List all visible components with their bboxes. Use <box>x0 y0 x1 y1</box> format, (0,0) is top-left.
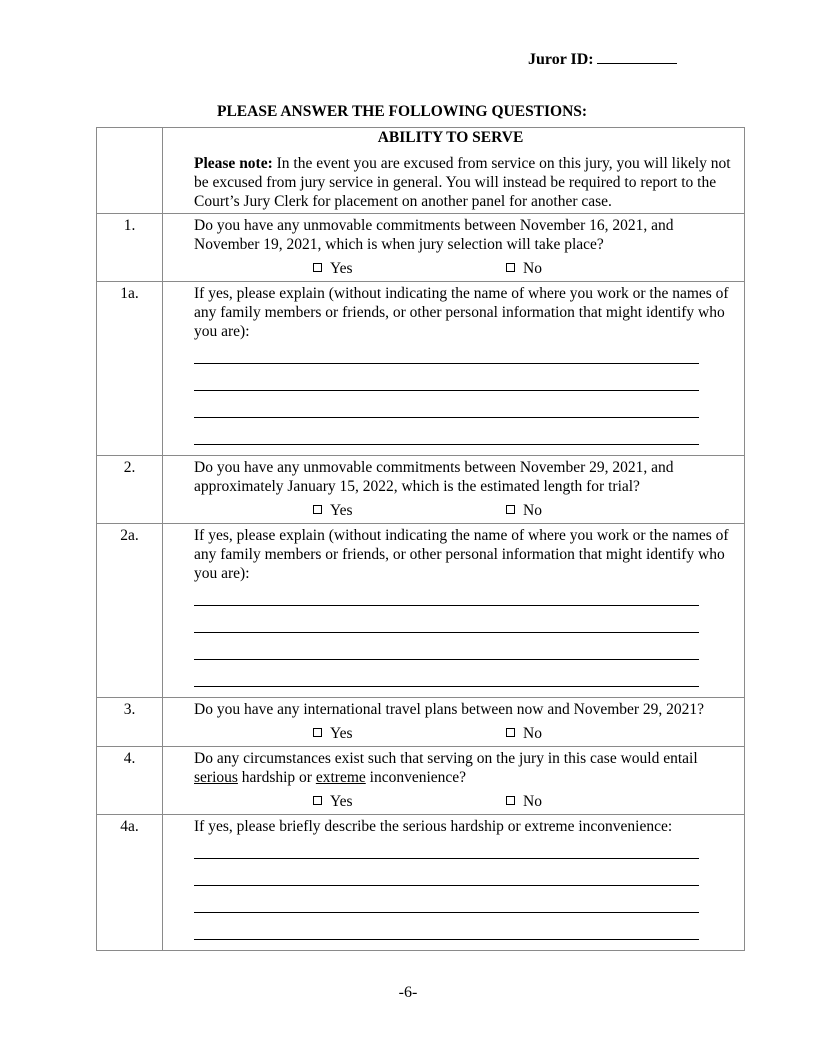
question-number: 4. <box>123 750 136 767</box>
yes-option[interactable]: Yes <box>313 725 353 743</box>
emphasis-extreme: extreme <box>315 769 366 786</box>
page-number: -6- <box>398 984 418 1001</box>
checkbox-icon[interactable] <box>506 505 515 514</box>
question-row-2a <box>97 524 745 698</box>
question-row-4 <box>97 747 745 815</box>
answer-line[interactable] <box>194 632 699 633</box>
question-number: 2a. <box>120 527 139 544</box>
no-option[interactable]: No <box>506 260 542 278</box>
no-option[interactable]: No <box>506 725 542 743</box>
question-row-3 <box>97 698 745 747</box>
question-row-1 <box>97 214 745 282</box>
checkbox-icon[interactable] <box>506 796 515 805</box>
checkbox-icon[interactable] <box>506 728 515 737</box>
question-number: 1a. <box>120 285 139 302</box>
answer-line[interactable] <box>194 417 699 418</box>
answer-line[interactable] <box>194 659 699 660</box>
question-text: If yes, please briefly describe the serious hardship or extreme inconvenience: <box>194 818 673 835</box>
juror-id-field[interactable] <box>597 49 677 64</box>
checkbox-icon[interactable] <box>313 263 322 272</box>
answer-line[interactable] <box>194 390 699 391</box>
question-text: If yes, please explain (without indicating the name of where you work or the names of any family members or friends, or other personal information that might identify who you are): <box>194 527 729 582</box>
question-text: Do you have any unmovable commitments between November 16, 2021, and November 19, 2021, which is when jury selection will take place? <box>194 217 674 253</box>
answer-options <box>194 254 738 281</box>
juror-id <box>528 49 677 69</box>
answer-options <box>194 496 738 523</box>
emphasis-serious: serious <box>194 769 238 786</box>
answer-line[interactable] <box>194 605 699 606</box>
question-text: If yes, please explain (without indicating the name of where you work or the names of any family members or friends, or other personal information that might identify who you are): <box>194 285 729 340</box>
yes-option[interactable]: Yes <box>313 260 353 278</box>
question-text: Do you have any international travel plans between now and November 29, 2021? <box>194 701 705 718</box>
checkbox-icon[interactable] <box>313 728 322 737</box>
question-row-4a <box>97 815 745 951</box>
section-title: ABILITY TO SERVE <box>377 129 524 146</box>
answer-options <box>194 787 738 814</box>
question-number: 1. <box>123 217 136 234</box>
checkbox-icon[interactable] <box>506 263 515 272</box>
answer-options <box>194 719 738 746</box>
note-text: In the event you are excused from service on this jury, you will likely not be excused from jury service in general. You will instead be required to report to the Court’s Jury Clerk for placement on another panel for another case. <box>194 155 731 210</box>
questions-table <box>96 127 745 951</box>
note-label: Please note: <box>194 155 273 172</box>
answer-line[interactable] <box>194 939 699 940</box>
answer-line[interactable] <box>194 912 699 913</box>
answer-lines <box>194 836 738 950</box>
checkbox-icon[interactable] <box>313 796 322 805</box>
answer-line[interactable] <box>194 363 699 364</box>
section-note <box>194 154 738 213</box>
no-option[interactable]: No <box>506 502 542 520</box>
yes-option[interactable]: Yes <box>313 502 353 520</box>
answer-lines <box>194 341 738 455</box>
yes-option[interactable]: Yes <box>313 793 353 811</box>
question-text: Do you have any unmovable commitments between November 29, 2021, and approximately January 15, 2022, which is the estimated length for trial? <box>194 459 674 495</box>
question-text: Do any circumstances exist such that serving on the jury in this case would entail serious hardship or extreme inconvenience? <box>194 750 698 786</box>
checkbox-icon[interactable] <box>313 505 322 514</box>
no-option[interactable]: No <box>506 793 542 811</box>
section-header-row <box>97 128 745 214</box>
answer-line[interactable] <box>194 858 699 859</box>
answer-line[interactable] <box>194 885 699 886</box>
question-row-2 <box>97 456 745 524</box>
question-number: 4a. <box>120 818 139 835</box>
answer-line[interactable] <box>194 444 699 445</box>
question-number: 3. <box>123 701 136 718</box>
juror-id-label: Juror ID: <box>528 51 594 68</box>
question-row-1a <box>97 282 745 456</box>
answer-line[interactable] <box>194 686 699 687</box>
question-number: 2. <box>123 459 136 476</box>
answer-lines <box>194 583 738 697</box>
